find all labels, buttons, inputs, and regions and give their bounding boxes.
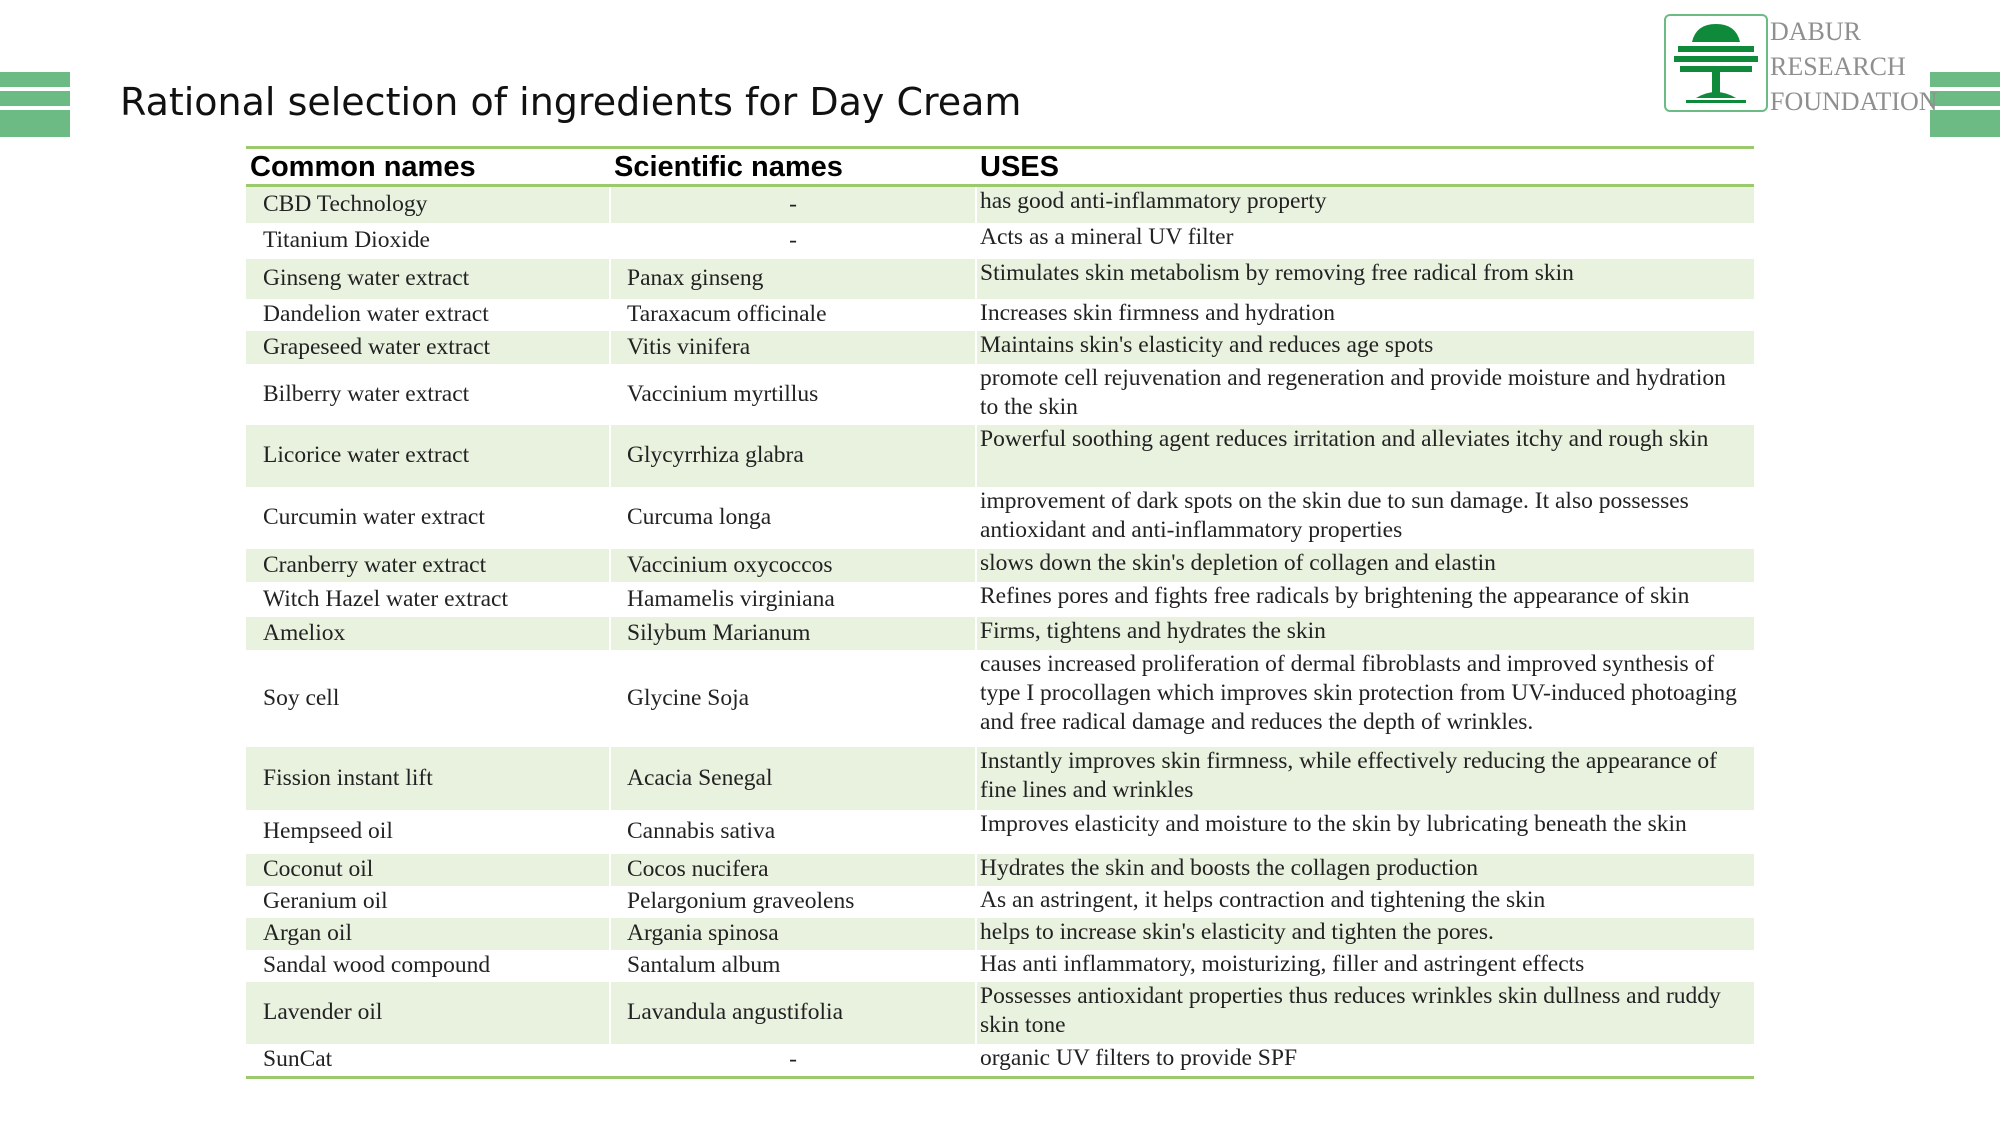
scientific-name-cell: Glycine Soja [610, 650, 976, 747]
common-name-cell: Ginseng water extract [246, 259, 610, 299]
use-cell: helps to increase skin's elasticity and tighten the pores. [976, 918, 1754, 950]
table-row [246, 886, 1754, 918]
table-row [246, 331, 1754, 364]
logo-line: RESEARCH [1770, 52, 1906, 81]
table-row [246, 747, 1754, 810]
common-name-cell: Lavender oil [246, 982, 610, 1044]
table-header-row [246, 148, 1754, 186]
table-row [246, 918, 1754, 950]
use-cell: Instantly improves skin firmness, while effectively reducing the appearance of fine lines and wrinkles [976, 747, 1754, 810]
common-name-cell: Fission instant lift [246, 747, 610, 810]
use-cell: has good anti-inflammatory property [976, 186, 1754, 223]
use-cell: Powerful soothing agent reduces irritation and alleviates itchy and rough skin [976, 425, 1754, 487]
scientific-name-cell: Panax ginseng [610, 259, 976, 299]
left-accent-bars [0, 72, 70, 137]
scientific-name-cell: Pelargonium graveolens [610, 886, 976, 918]
accent-bar [0, 91, 70, 106]
use-cell: Has anti inflammatory, moisturizing, filler and astringent effects [976, 950, 1754, 982]
right-accent-bars [1930, 72, 2000, 137]
common-name-cell: Witch Hazel water extract [246, 582, 610, 617]
logo-line: DABUR [1770, 17, 1862, 46]
common-name-cell: Dandelion water extract [246, 299, 610, 331]
common-name-cell: CBD Technology [246, 186, 610, 223]
use-cell: Possesses antioxidant properties thus reduces wrinkles skin dullness and ruddy skin tone [976, 982, 1754, 1044]
common-name-cell: Ameliox [246, 617, 610, 650]
scientific-name-cell: Argania spinosa [610, 918, 976, 950]
table-row [246, 186, 1754, 223]
table-row [246, 223, 1754, 259]
scientific-name-cell: - [610, 186, 976, 223]
use-cell: Maintains skin's elasticity and reduces age spots [976, 331, 1754, 364]
table-row [246, 549, 1754, 582]
scientific-name-cell: Vitis vinifera [610, 331, 976, 364]
use-cell: Hydrates the skin and boosts the collagen production [976, 854, 1754, 886]
use-cell: Acts as a mineral UV filter [976, 223, 1754, 259]
common-name-cell: Bilberry water extract [246, 364, 610, 425]
scientific-name-cell: Cocos nucifera [610, 854, 976, 886]
accent-bar [1930, 72, 2000, 87]
slide-title: Rational selection of ingredients for Day Cream [120, 80, 1022, 124]
header-uses: USES [980, 151, 1059, 183]
use-cell: organic UV filters to provide SPF [976, 1044, 1754, 1078]
accent-bar [1930, 110, 2000, 137]
common-name-cell: Argan oil [246, 918, 610, 950]
scientific-name-cell: - [610, 223, 976, 259]
table-row [246, 364, 1754, 425]
scientific-name-cell: Vaccinium oxycoccos [610, 549, 976, 582]
use-cell: Stimulates skin metabolism by removing free radical from skin [976, 259, 1754, 299]
common-name-cell: Coconut oil [246, 854, 610, 886]
ingredients-table [246, 146, 1754, 1079]
use-cell: improvement of dark spots on the skin due to sun damage. It also possesses antioxidant and anti-inflammatory properties [976, 487, 1754, 549]
table-row [246, 617, 1754, 650]
common-name-cell: Cranberry water extract [246, 549, 610, 582]
logo-text [1770, 14, 1938, 119]
scientific-name-cell: Hamamelis virginiana [610, 582, 976, 617]
tree-icon [1666, 16, 1766, 110]
logo-line: FOUNDATION [1770, 87, 1938, 116]
scientific-name-cell: Taraxacum officinale [610, 299, 976, 331]
use-cell: causes increased proliferation of dermal fibroblasts and improved synthesis of type I procollagen which improves skin protection from UV-induced photoaging and free radical damage and reduces the depth of wrinkles. [976, 650, 1754, 747]
table-row [246, 982, 1754, 1044]
table-row [246, 950, 1754, 982]
common-name-cell: Curcumin water extract [246, 487, 610, 549]
common-name-cell: SunCat [246, 1044, 610, 1078]
scientific-name-cell: Curcuma longa [610, 487, 976, 549]
table-row [246, 299, 1754, 331]
use-cell: promote cell rejuvenation and regeneration and provide moisture and hydration to the skin [976, 364, 1754, 425]
use-cell: Firms, tightens and hydrates the skin [976, 617, 1754, 650]
common-name-cell: Sandal wood compound [246, 950, 610, 982]
logo-box [1664, 14, 1768, 112]
scientific-name-cell: Cannabis sativa [610, 810, 976, 854]
scientific-name-cell: Acacia Senegal [610, 747, 976, 810]
common-name-cell: Soy cell [246, 650, 610, 747]
accent-bar [1930, 91, 2000, 106]
table-row [246, 1044, 1754, 1078]
common-name-cell: Hempseed oil [246, 810, 610, 854]
accent-bar [0, 110, 70, 137]
common-name-cell: Grapeseed water extract [246, 331, 610, 364]
table-row [246, 810, 1754, 854]
table-row [246, 650, 1754, 747]
use-cell: Increases skin firmness and hydration [976, 299, 1754, 331]
table-row [246, 425, 1754, 487]
scientific-name-cell: - [610, 1044, 976, 1078]
use-cell: Improves elasticity and moisture to the skin by lubricating beneath the skin [976, 810, 1754, 854]
table-row [246, 854, 1754, 886]
header-common-names: Common names [250, 151, 476, 183]
scientific-name-cell: Silybum Marianum [610, 617, 976, 650]
scientific-name-cell: Vaccinium myrtillus [610, 364, 976, 425]
header-scientific-names: Scientific names [614, 151, 843, 183]
dabur-logo [1664, 14, 1936, 114]
table-row [246, 487, 1754, 549]
common-name-cell: Titanium Dioxide [246, 223, 610, 259]
accent-bar [0, 72, 70, 87]
use-cell: Refines pores and fights free radicals by brightening the appearance of skin [976, 582, 1754, 617]
common-name-cell: Geranium oil [246, 886, 610, 918]
use-cell: As an astringent, it helps contraction and tightening the skin [976, 886, 1754, 918]
common-name-cell: Licorice water extract [246, 425, 610, 487]
table-row [246, 582, 1754, 617]
scientific-name-cell: Lavandula angustifolia [610, 982, 976, 1044]
scientific-name-cell: Glycyrrhiza glabra [610, 425, 976, 487]
use-cell: slows down the skin's depletion of collagen and elastin [976, 549, 1754, 582]
table-row [246, 259, 1754, 299]
scientific-name-cell: Santalum album [610, 950, 976, 982]
